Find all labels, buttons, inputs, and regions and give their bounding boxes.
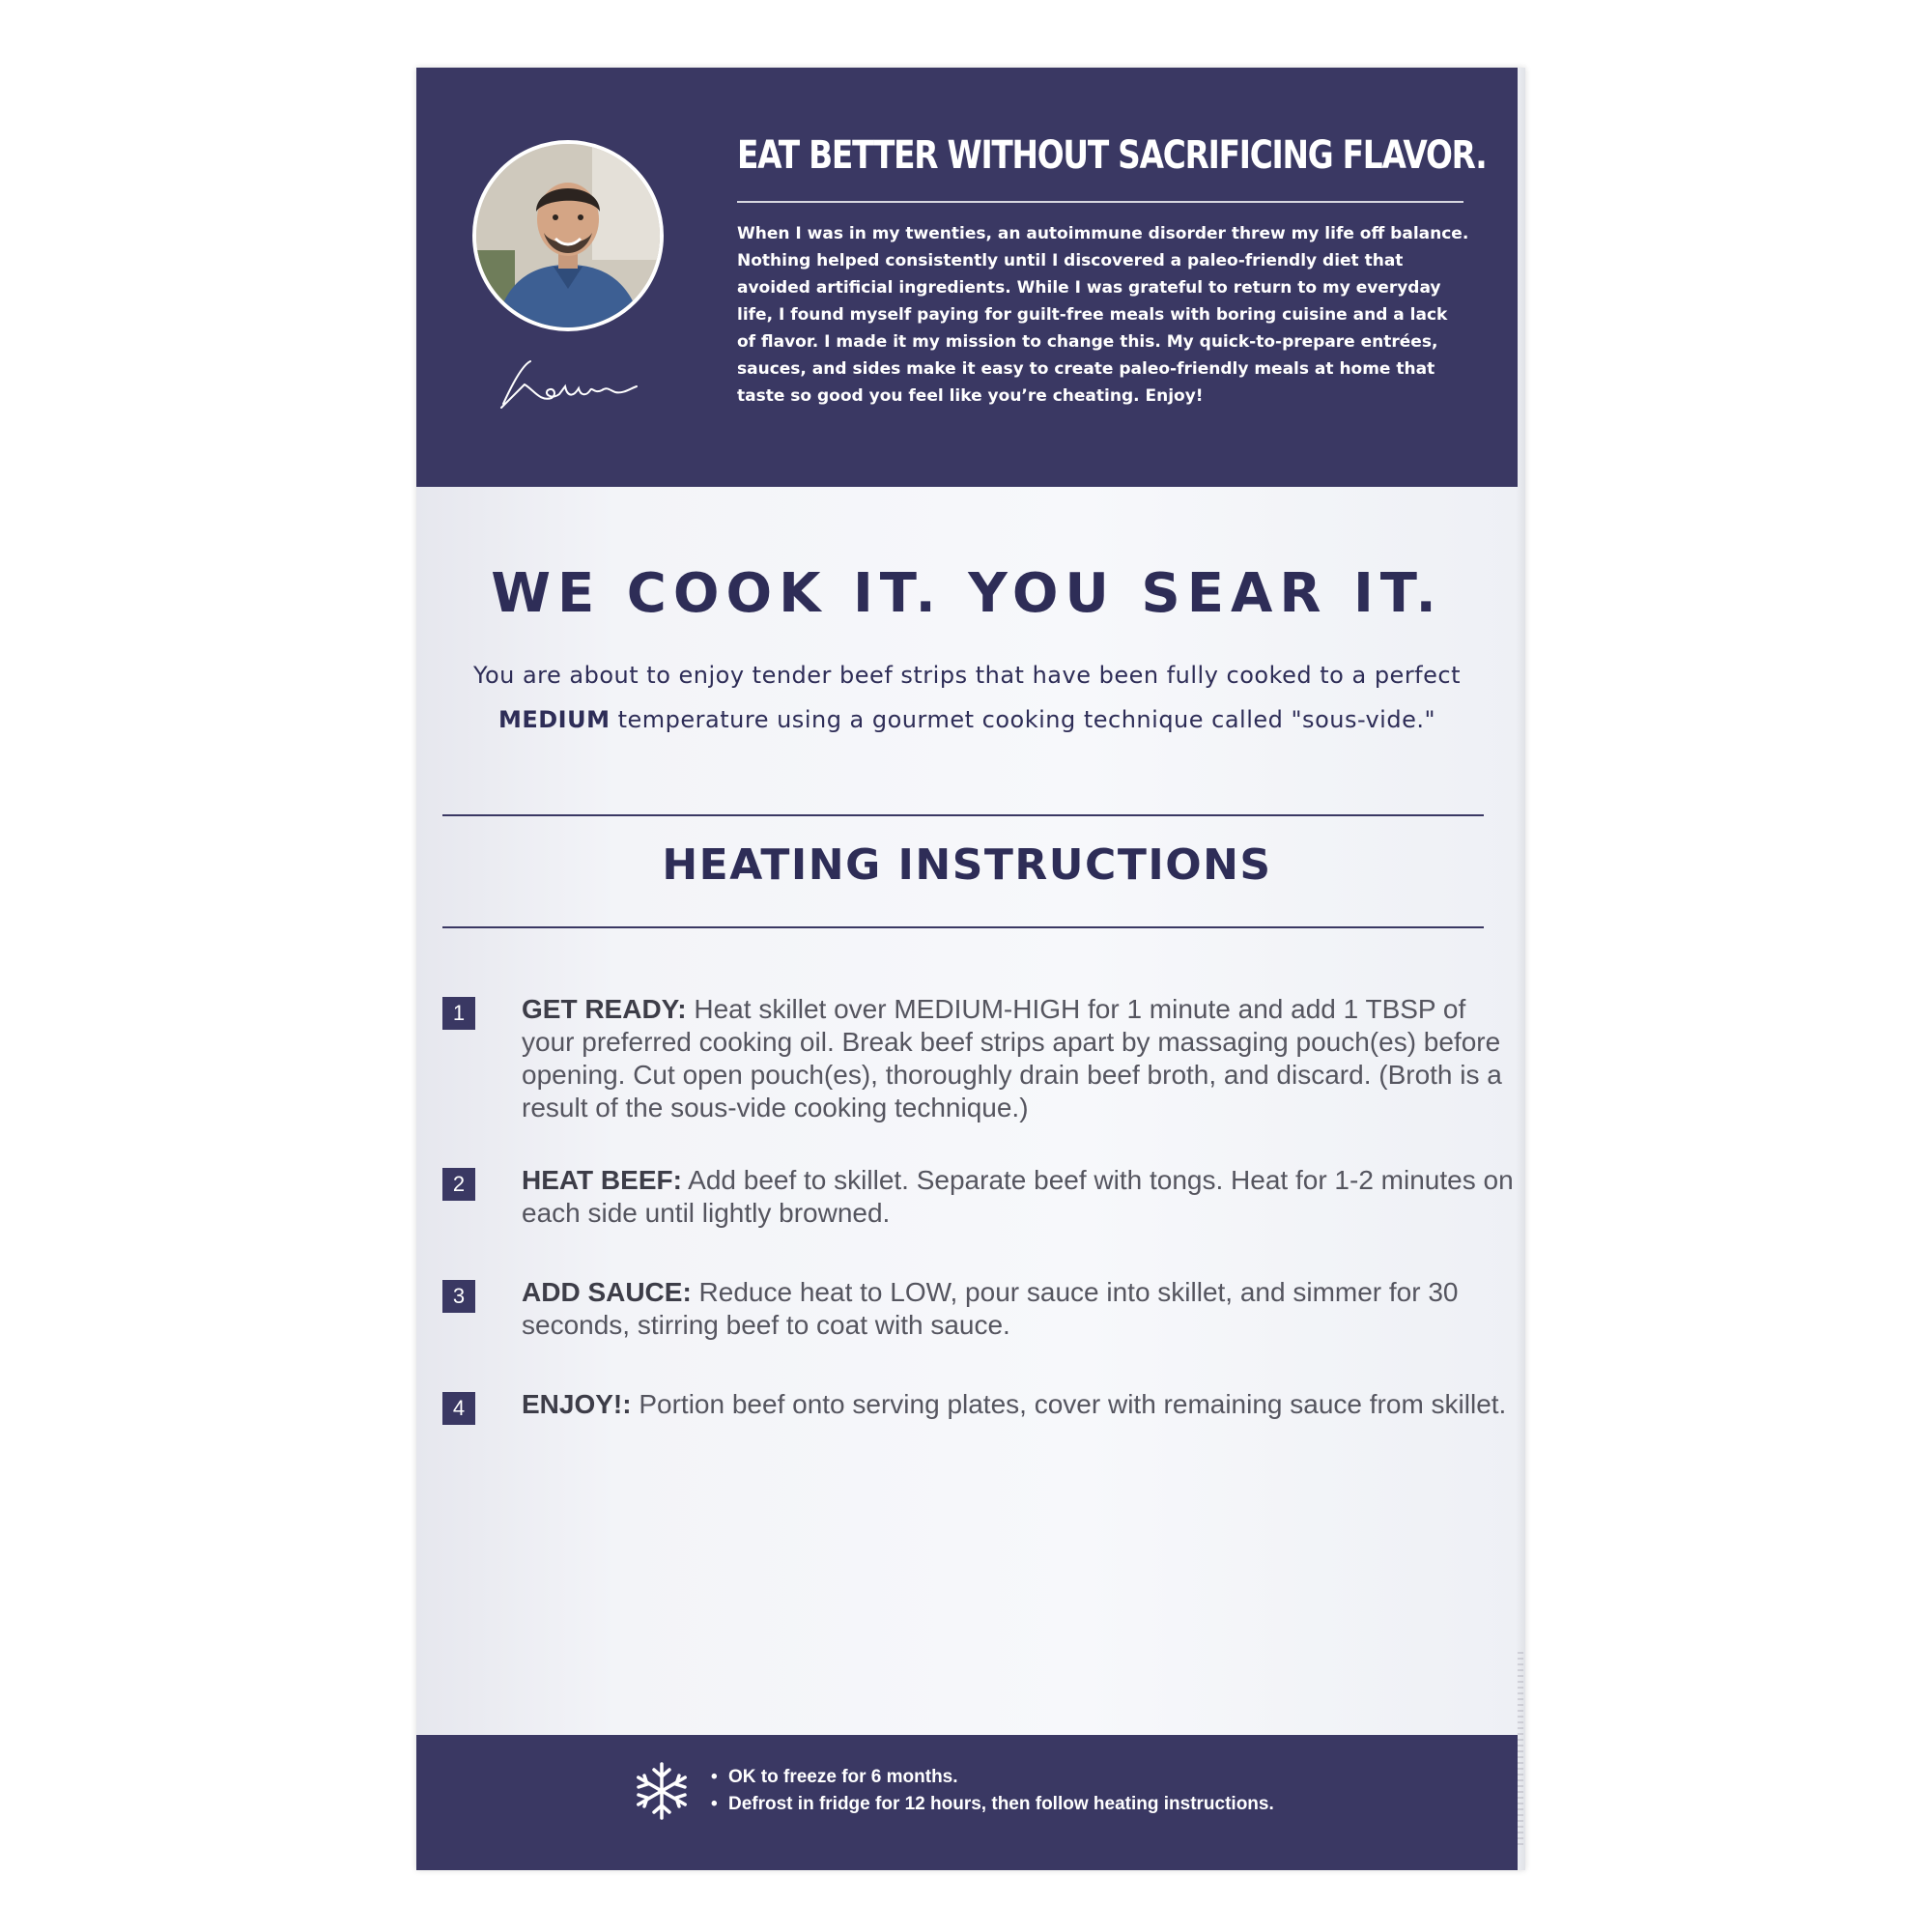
founder-story: When I was in my twenties, an autoimmune disorder threw my life off balance. Nothing helped consistently until I discovered a paleo-friendly diet that avoided artificial ingredients. While I was grateful to return to my everyday life, I found myself paying for guilt-free meals with boring cuisine and a lack of flavor. I made it my mission to change this. My quick-to-prepare entrées, sauces, and sides make it easy to create paleo-friendly meals at home that taste so good you feel like you’re cheating. Enjoy! — [737, 224, 1469, 406]
snowflake-icon — [631, 1760, 693, 1822]
step-label: GET READY: — [522, 994, 687, 1024]
founder-photo — [472, 140, 664, 331]
storage-banner — [416, 1735, 1518, 1870]
step-body: Portion beef onto serving plates, cover with remaining sauce from skillet. — [631, 1389, 1507, 1419]
step-body: Add beef to skillet. Separate beef with tongs. Heat for 1-2 minutes on each side until lightly browned. — [522, 1165, 1514, 1228]
divider-bottom — [442, 926, 1484, 928]
step-body: Reduce heat to LOW, pour sauce into skillet, and simmer for 30 seconds, stirring beef to coat with sauce. — [522, 1277, 1459, 1340]
storage-item: • Defrost in fridge for 12 hours, then follow heating instructions. — [711, 1791, 1274, 1818]
founder-banner — [416, 68, 1518, 487]
step-number-badge: 3 — [442, 1280, 475, 1313]
main-title: WE COOK IT. YOU SEAR IT. — [491, 562, 1443, 625]
headline-divider — [737, 201, 1463, 203]
step-text — [522, 1276, 1517, 1342]
step-body: Heat skillet over MEDIUM-HIGH for 1 minute and add 1 TBSP of your preferred cooking oil. Break beef strips apart by massaging pouch(es) before opening. Cut open pouch(es), thoroughly drain beef broth, and discard. (Broth is a result of the sous-vide cooking technique.) — [522, 994, 1502, 1122]
step-number-badge: 4 — [442, 1392, 475, 1425]
storage-item: • OK to freeze for 6 months. — [711, 1764, 1274, 1791]
founder-photo-illustration — [476, 144, 660, 327]
intro-text-after: temperature using a gourmet cooking technique called "sous-vide." — [610, 706, 1436, 733]
step-label: ENJOY!: — [522, 1389, 632, 1419]
step-text — [522, 993, 1517, 1124]
intro-emphasis: MEDIUM — [497, 706, 611, 733]
storage-list — [711, 1764, 1274, 1818]
step-label: HEAT BEEF: — [522, 1165, 682, 1195]
package-label — [416, 68, 1525, 1870]
instructions-title: HEATING INSTRUCTIONS — [662, 840, 1272, 890]
signature — [496, 355, 640, 413]
step-number-badge: 1 — [442, 997, 475, 1030]
banner-headline: EAT BETTER WITHOUT SACRIFICING FLAVOR. — [737, 133, 1487, 178]
package-seam — [1516, 68, 1525, 1870]
step-number-badge: 2 — [442, 1168, 475, 1201]
intro-text-before: You are about to enjoy tender beef strips that have been fully cooked to a perfect — [472, 662, 1462, 689]
intro-text — [416, 653, 1518, 742]
step-text — [522, 1388, 1517, 1421]
divider-top — [442, 814, 1484, 816]
step-text — [522, 1164, 1517, 1230]
step-label: ADD SAUCE: — [522, 1277, 692, 1307]
